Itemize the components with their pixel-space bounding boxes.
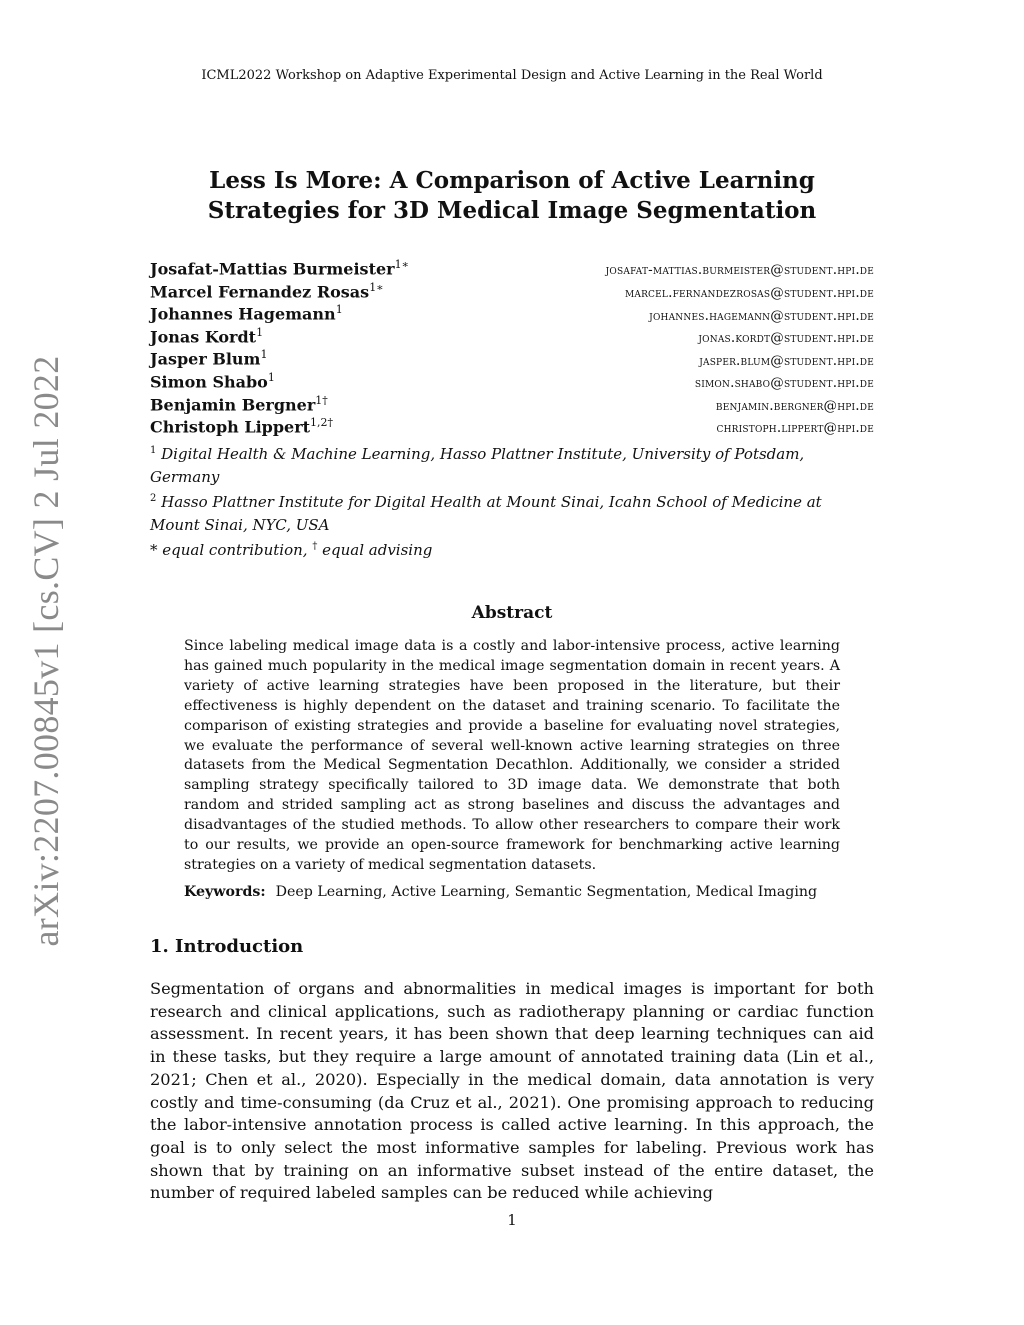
keywords-line [184, 884, 840, 900]
author-name: Jonas Kordt$^1$ [150, 325, 264, 347]
conference-header: ICML2022 Workshop on Adaptive Experimental Design and Active Learning in the Real World [201, 68, 823, 83]
author-list [150, 258, 874, 439]
abstract-text: Since labeling medical image data is a costly and labor-intensive process, active learning has gained much popularity in the medical image segmentation domain in recent years. A variety of active learning strategies have been proposed in the literature, but their effectiveness is highly dependent on the dataset and training scenario. To facilitate the comparison of existing strategies and provide a baseline for evaluating novel strategies, we evaluate the performance of several well-known active learning strategies on three datasets from the Medical Segmentation Decathlon. Additionally, we consider a strided sampling strategy specifically tailored to 3D image data. We demonstrate that both random and strided sampling act as strong baselines and discuss the advantages and disadvantages of the studied methods. To allow other researchers to compare their work to our results, we provide an open-source framework for benchmarking active learning strategies on a variety of medical segmentation datasets. [184, 638, 840, 873]
keywords-label: Keywords: [184, 884, 266, 900]
author-email[interactable]: johannes.hagemann@student.hpi.de [649, 307, 874, 324]
author-name: Marcel Fernandez Rosas$^{1∗}$ [150, 280, 384, 301]
author-row [150, 281, 874, 304]
introduction-text: Segmentation of organs and abnormalities in medical images is important for both research and clinical applications, such as radiotherapy planning or cardiac function assessment. In recent years, it has been shown that deep learning techniques can aid in these tasks, but they require a large amount of annotated training data (Lin et al., 2021; Chen et al., 2020). Especially in the medical domain, data annotation is very costly and time-consuming (da Cruz et al., 2021). One promising approach to reducing the labor-intensive annotation process is called active learning. In this approach, the goal is to only select the most informative samples for labeling. Previous work has shown that by training on an informative subset instead of the entire dataset, the number of required labeled samples can be reduced while achieving [150, 979, 874, 1203]
abstract-heading: Abstract [471, 603, 553, 623]
arxiv-identifier[interactable]: arXiv:2207.00845v1 [cs.CV] 2 Jul 2022 [26, 355, 66, 947]
author-row [150, 258, 874, 281]
page-number: 1 [507, 1211, 517, 1229]
affiliation-2: $^2$ Hasso Plattner Institute for Digital Health at Mount Sinai, Icahn School of Medicine at Mount Sinai, NYC, USA [150, 493, 822, 534]
author-row [150, 303, 874, 326]
author-email[interactable]: jasper.blum@student.hpi.de [699, 352, 874, 369]
author-name: Benjamin Bergner$^{1\dagger}$ [150, 393, 328, 414]
author-email[interactable]: josafat-mattias.burmeister@student.hpi.de [605, 262, 874, 279]
author-row [150, 371, 874, 394]
author-row [150, 394, 874, 417]
author-name: Christoph Lippert$^{1,2\dagger}$ [150, 416, 334, 437]
contribution-note: * equal contribution, † equal advising [150, 541, 433, 559]
author-email[interactable]: marcel.fernandezrosas@student.hpi.de [624, 284, 874, 301]
author-row [150, 348, 874, 371]
section-heading-introduction: 1. Introduction [150, 936, 304, 957]
author-email[interactable]: jonas.kordt@student.hpi.de [698, 330, 874, 347]
author-email[interactable]: benjamin.bergner@hpi.de [715, 397, 874, 414]
affiliation-1: $^1$ Digital Health & Machine Learning, Hasso Plattner Institute, University of Potsdam, Germany [150, 445, 805, 486]
paper-title: Less Is More: A Comparison of Active Learning Strategies for 3D Medical Image Segmentation [207, 167, 817, 224]
author-email[interactable]: christoph.lippert@hpi.de [716, 420, 874, 437]
author-name: Josafat-Mattias Burmeister$^{1∗}$ [150, 258, 410, 279]
author-name: Johannes Hagemann$^1$ [150, 303, 343, 324]
author-name: Simon Shabo$^1$ [150, 370, 275, 392]
author-row [150, 416, 874, 439]
author-name: Jasper Blum$^1$ [150, 348, 268, 369]
author-row [150, 326, 874, 349]
affiliations [150, 440, 874, 562]
author-email[interactable]: simon.shabo@student.hpi.de [694, 375, 874, 392]
keywords-value: Deep Learning, Active Learning, Semantic Segmentation, Medical Imaging [275, 884, 818, 900]
